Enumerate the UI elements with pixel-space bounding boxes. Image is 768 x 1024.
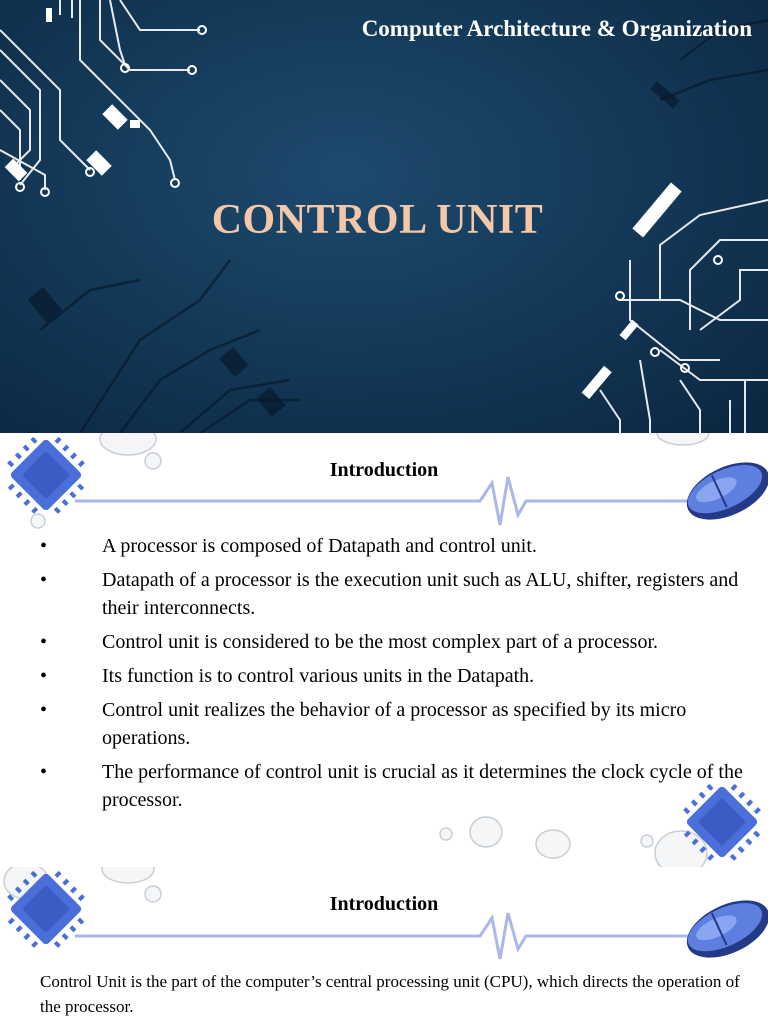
bullet-list [40, 532, 760, 820]
list-item: • Control unit is considered to be the most complex part of a processor. [40, 628, 760, 656]
heartbeat-line [75, 913, 690, 959]
body-text: Control Unit is the part of the computer’s central processing unit (CPU), which directs the operation of the processor. [40, 972, 740, 1016]
list-item: • The performance of control unit is crucial as it determines the clock cycle of the processor. [40, 758, 760, 814]
title-slide [0, 0, 768, 433]
introduction-slide-2 [0, 867, 768, 1024]
slide-title: CONTROL UNIT [211, 197, 544, 243]
bullet-marker: • [40, 699, 48, 721]
bullet-marker: • [40, 631, 48, 653]
slide-heading: Introduction [329, 893, 439, 915]
bullet-marker: • [40, 535, 48, 557]
list-item: • Datapath of a processor is the execution unit such as ALU, shifter, registers and their interconnects. [40, 566, 760, 622]
list-item: • Its function is to control various units in the Datapath. [40, 662, 760, 690]
list-item: • A processor is composed of Datapath and control unit. [40, 532, 760, 560]
heartbeat-line [75, 477, 690, 525]
bullet-marker: • [40, 569, 48, 591]
bullet-marker: • [40, 761, 48, 783]
list-item: • Control unit realizes the behavior of a processor as specified by its micro operations. [40, 696, 760, 752]
slide-heading: Introduction [329, 459, 439, 481]
introduction-slide [0, 433, 768, 867]
course-title: Computer Architecture & Organization [361, 16, 752, 41]
bullet-marker: • [40, 665, 48, 687]
